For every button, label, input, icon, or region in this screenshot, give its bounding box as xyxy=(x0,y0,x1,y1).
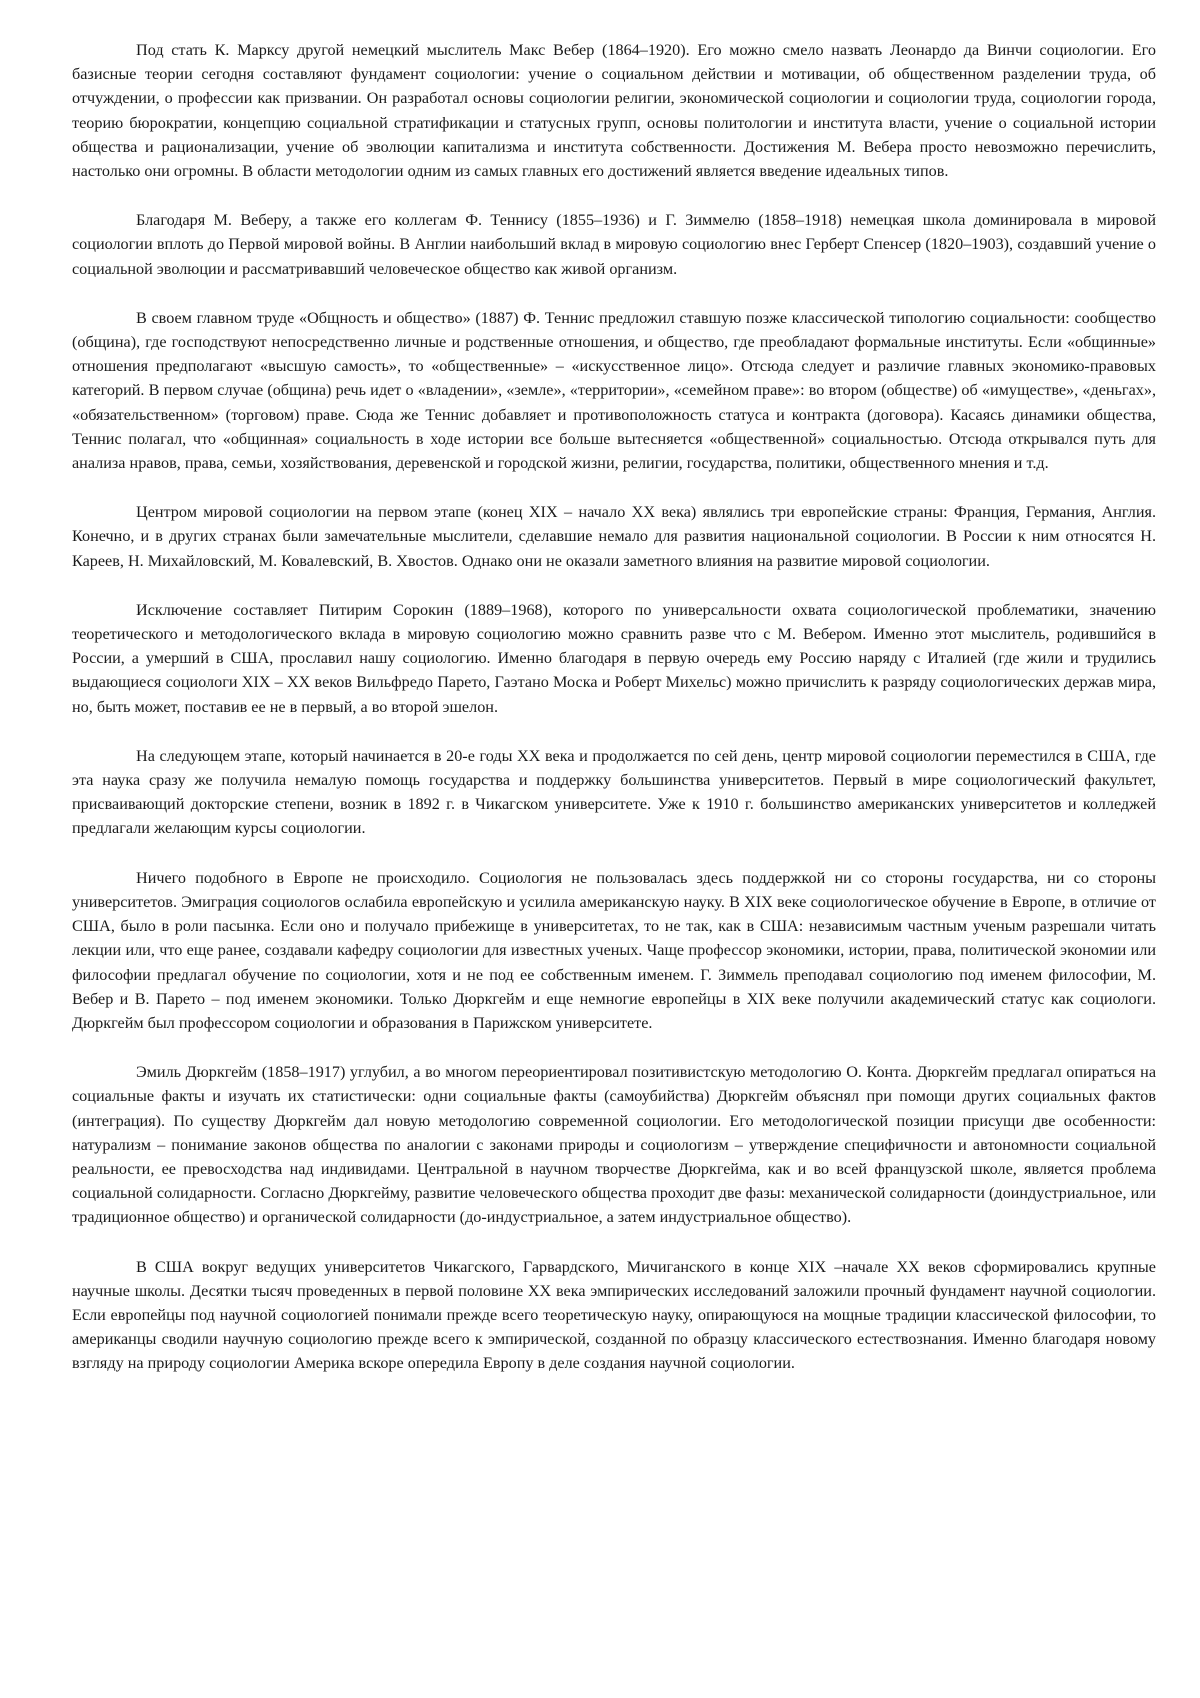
paragraph-sorokin: Исключение составляет Питирим Сорокин (1889–1968), которого по универсальности охвата социологической проблематики, значению теоретического и методологического вклада в мировую социологию можно сравнить разве что с М. Вебером. Именно этот мыслитель, родившийся в России, а умерший в США, прославил нашу социологию. Именно благодаря в первую очередь ему Россию наряду с Италией (где жили и трудились выдающиеся социологи XIX – XX веков Вильфредо Парето, Гаэтано Моска и Роберт Михельс) можно причислить к разряду социологических держав мира, но, быть может, поставив ее не в первый, а во второй эшелон. xyxy=(72,600,1156,716)
paragraph-usa-schools: В США вокруг ведущих университетов Чикагского, Гарвардского, Мичиганского в конце XIX –начале XX веков сформировались крупные научные школы. Десятки тысяч проведенных в первой половине XX века эмпирических исследований заложили прочный фундамент научной социологии. Если европейцы под научной социологией понимали прежде всего теоретическую науку, опирающуюся на мощные традиции классической философии, то американцы сводили научную социологию прежде всего к эмпирической, созданной по образцу классического естествознания. Именно благодаря новому взгляду на природу социологии Америка вскоре опередила Европу в деле создания научной социологии. xyxy=(72,1257,1156,1373)
paragraph-weber: Под стать К. Марксу другой немецкий мыслитель Макс Вебер (1864–1920). Его можно смело назвать Леонардо да Винчи социологии. Его базисные теории сегодня составляют фундамент социологии: учение о социальном действии и мотивации, об общественном разделении труда, об отчуждении, о профессии как призвании. Он разработал основы социологии религии, экономической социологии и социологии труда, социологии города, теорию бюрократии, концепцию социальной стратификации и статусных групп, основы политологии и института власти, учение о социальной истории общества и рационализации, учение об эволюции капитализма и института собственности. Достижения М. Вебера просто невозможно перечислить, настолько они огромны. В области методологии одним из самых главных его достижений является введение идеальных типов. xyxy=(72,41,1156,181)
paragraph-german-school: Благодаря М. Веберу, а также его коллегам Ф. Теннису (1855–1936) и Г. Зиммелю (1858–1918) немецкая школа доминировала в мировой социологии вплоть до Первой мировой войны. В Англии наибольший вклад в мировую социологию внес Герберт Спенсер (1820–1903), создавший учение о социальной эволюции и рассматривавший человеческое общество как живой организм. xyxy=(72,211,1156,278)
paragraph-europe-education: Ничего подобного в Европе не происходило. Социология не пользовалась здесь поддержкой ни со стороны государства, ни со стороны университетов. Эмиграция социологов ослабила европейскую и усилила американскую науку. В XIX веке социологическое обучение в Европе, в отличие от США, было в роли пасынка. Если оно и получало прибежище в университетах, то не так, как в США: независимым частным ученым разрешали читать лекции или, что еще ранее, создавали кафедру социологии для известных ученых. Чаще профессор экономики, истории, права, политической экономии или философии предлагал обучение по социологии, хотя и не под ее собственным именем. Г. Зиммель преподавал социологию под именем философии, М. Вебер и В. Парето – под именем экономики. Только Дюркгейм и еще немногие европейцы в XIX веке получили академический статус как социологи. Дюркгейм был профессором социологии и образования в Парижском университете. xyxy=(72,868,1156,1032)
paragraph-europe-center: Центром мировой социологии на первом этапе (конец XIX – начало XX века) являлись три европейские страны: Франция, Германия, Англия. Конечно, и в других странах были замечательные мыслители, сделавшие немало для развития национальной социологии. В России к ним относятся Н. Кареев, Н. Михайловский, М. Ковалевский, В. Хвостов. Однако они не оказали заметного влияния на развитие мировой социологии. xyxy=(72,503,1156,570)
paragraph-durkheim: Эмиль Дюркгейм (1858–1917) углубил, а во многом переориентировал позитивистскую методологию О. Конта. Дюркгейм предлагал опираться на социальные факты и изучать их статистически: одни социальные факты (самоубийства) Дюркгейм объяснял при помощи других социальных фактов (интеграция). По существу Дюркгейм дал новую методологию современной социологии. Его методологической позиции присущи две особенности: натурализм – понимание законов общества по аналогии с законами природы и социологизм – утверждение специфичности и автономности социальной реальности, ее превосходства над индивидами. Центральной в научном творчестве Дюркгейма, как и во всей французской школе, является проблема социальной солидарности. Согласно Дюркгейму, развитие человеческого общества проходит две фазы: механической солидарности (доиндустриальное, или традиционное общество) и органической солидарности (до-индустриальное, а затем индустриальное общество). xyxy=(72,1063,1156,1227)
paragraph-tonnies: В своем главном труде «Общность и общество» (1887) Ф. Теннис предложил ставшую позже классической типологию социальности: сообщество (община), где господствуют непосредственно личные и родственные отношения, и общество, где преобладают формальные институты. Если «общинные» отношения предполагают «высшую самость», то «общественные» – «искусственное лицо». Отсюда следует и различие главных экономико-правовых категорий. В первом случае (община) речь идет о «владении», «земле», «территории», «семейном праве»: во втором (обществе) об «имуществе», «деньгах», «обязательственном» (торговом) праве. Сюда же Теннис добавляет и противоположность статуса и контракта (договора). Касаясь динамики общества, Теннис полагал, что «общинная» социальность в ходе истории все больше вытесняется «общественной» социальностью. Отсюда открывался путь для анализа нравов, права, семьи, хозяйствования, деревенской и городской жизни, религии, государства, политики, общественного мнения и т.д. xyxy=(72,308,1156,473)
paragraph-usa-center: На следующем этапе, который начинается в 20-е годы XX века и продолжается по сей день, центр мировой социологии переместился в США, где эта наука сразу же получила немалую помощь государства и поддержку большинства университетов. Первый в мире социологический факультет, присваивающий докторские степени, возник в 1892 г. в Чикагском университете. Уже к 1910 г. большинство американских университетов и колледжей предлагали желающим курсы социологии. xyxy=(72,746,1156,838)
